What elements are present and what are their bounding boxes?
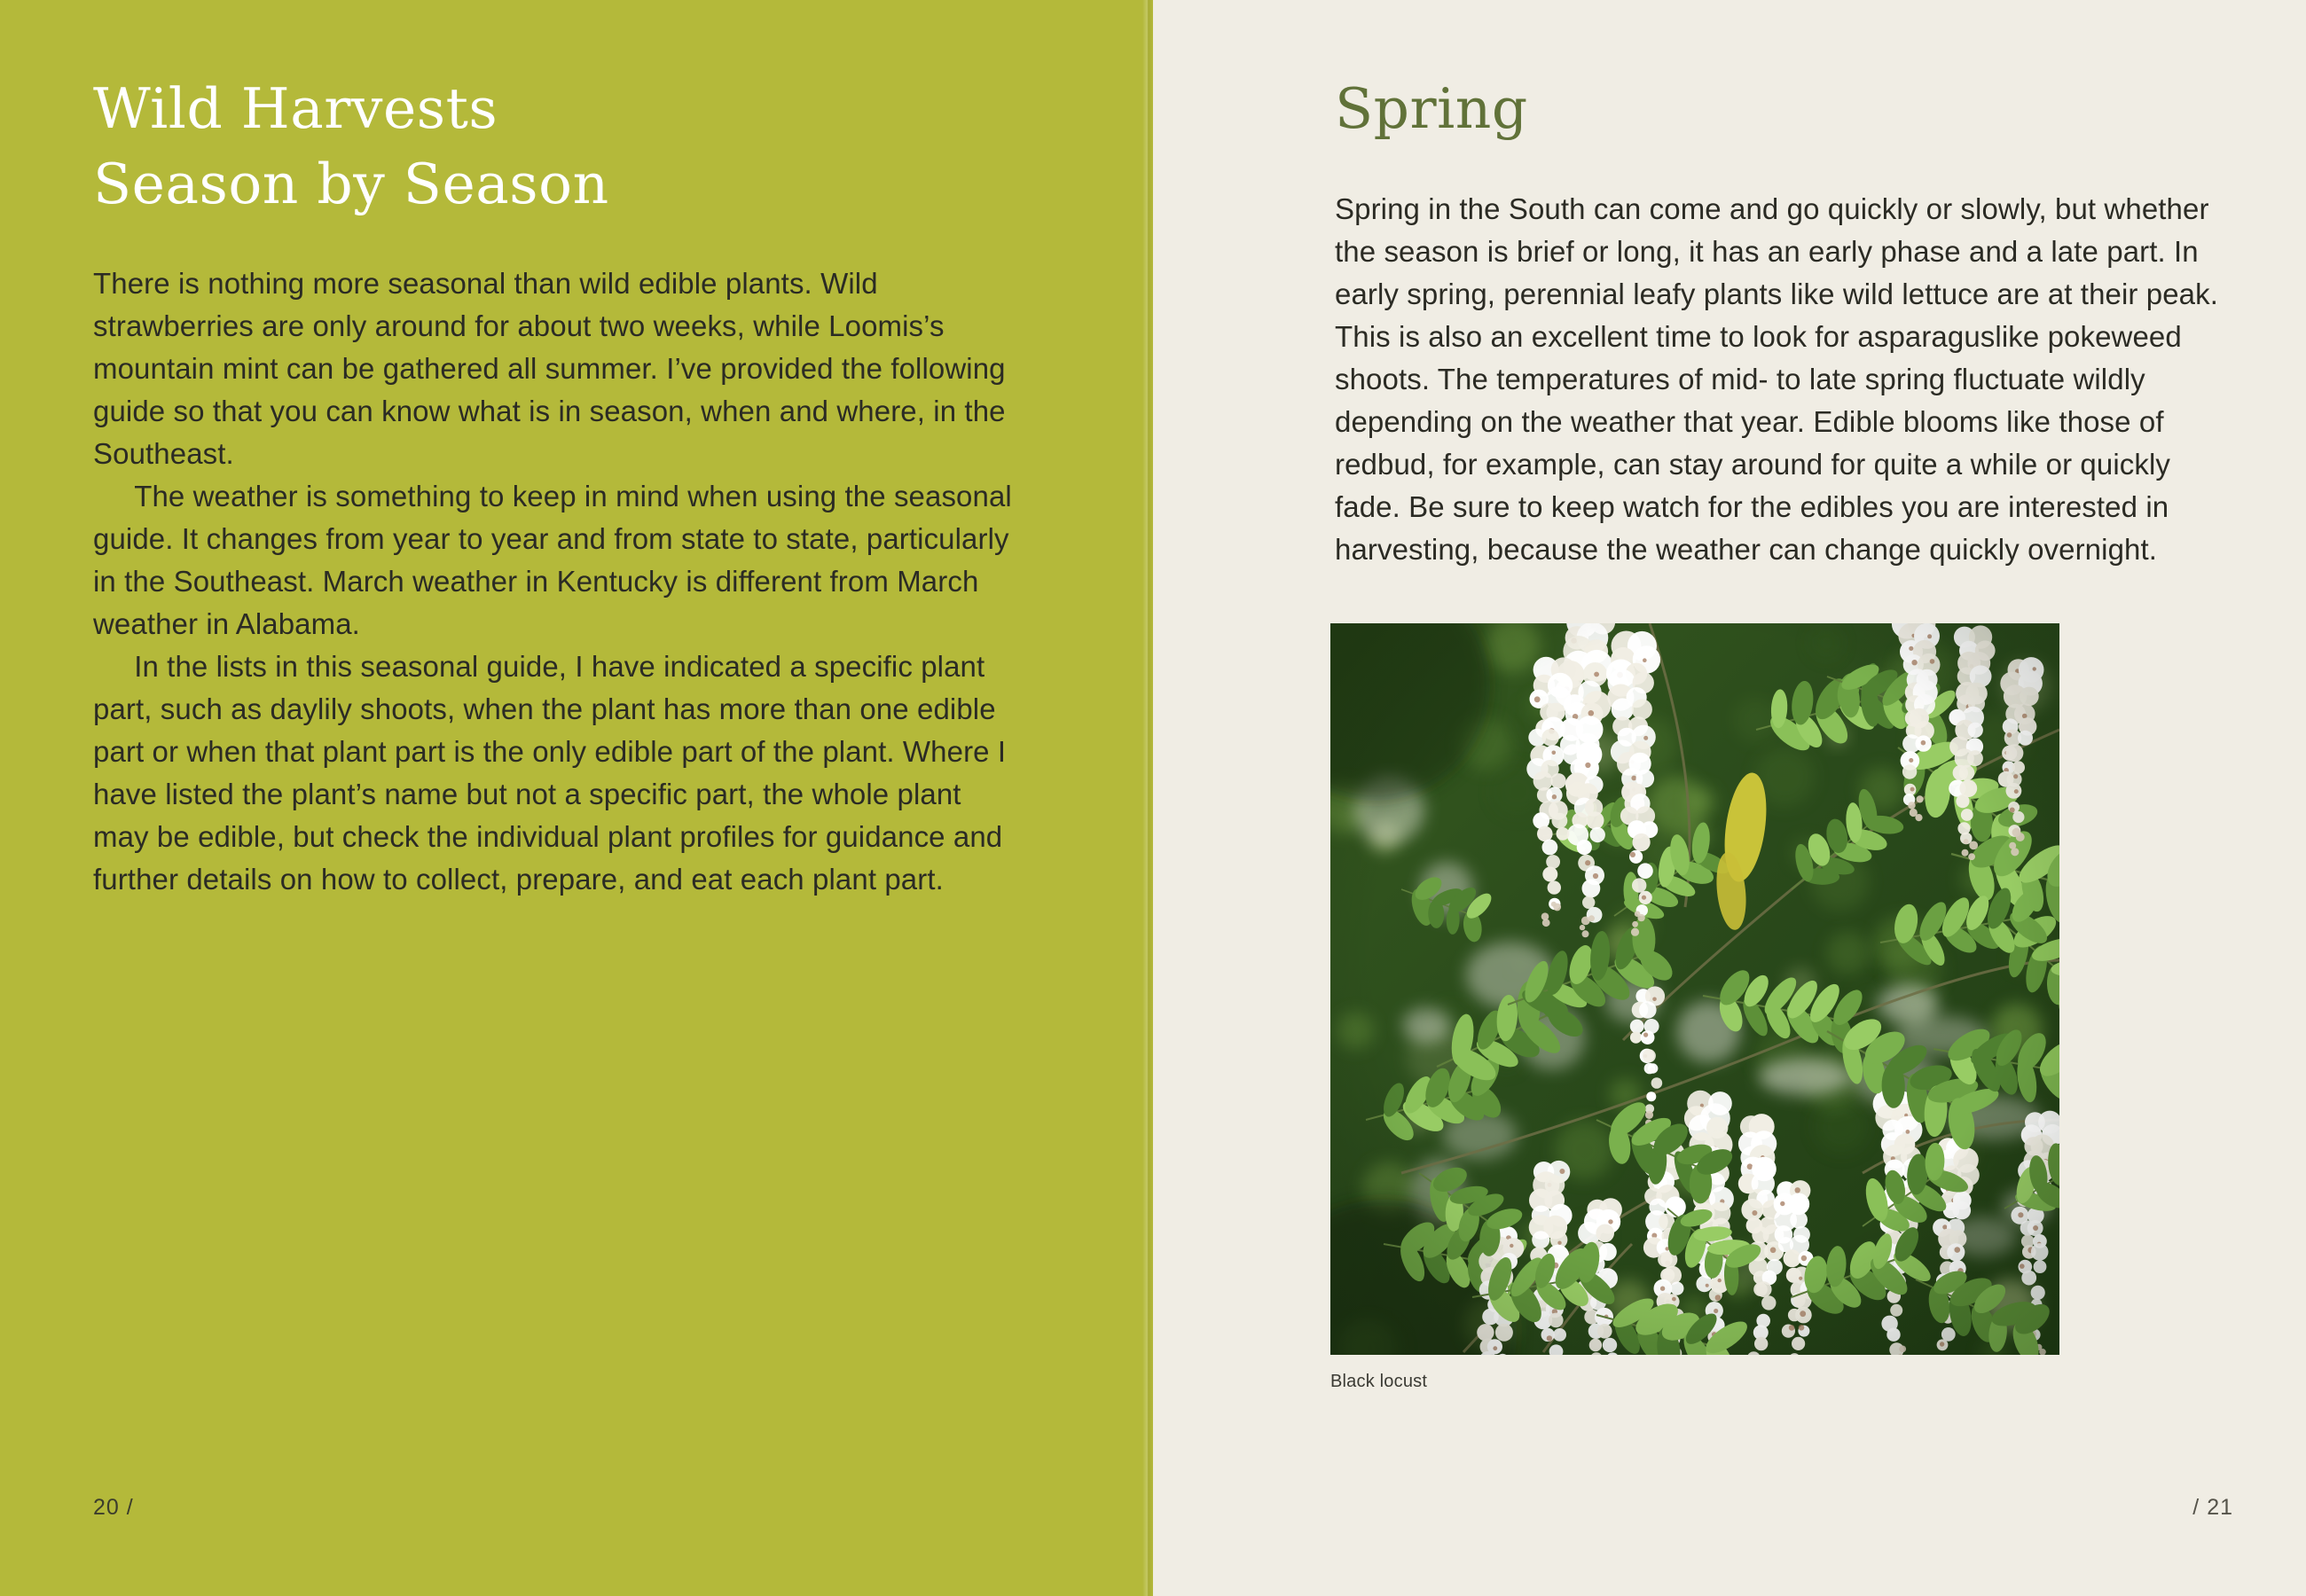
photo-caption: Black locust bbox=[1330, 1372, 1428, 1391]
left-paragraph-1: There is nothing more seasonal than wild edible plants. Wild strawberries are only around for about two weeks, while Loomis’s mountain mint can be gathered all summer. I’ve provided the following guide so that you can know what is in season, when and where, in the Southeast. bbox=[93, 267, 1006, 470]
right-page bbox=[1153, 0, 2306, 1596]
right-paragraph-1: Spring in the South can come and go quickly or slowly, but whether the season is brief or long, it has an early phase and a late part. In early spring, perennial leafy plants like wild lettuce are at their peak. This is also an excellent time to look for asparaguslike pokeweed shoots. The temperatures of mid- to late spring fluctuate wildly depending on the weather that year. Edible blooms like those of redbud, for example, can stay around for quite a while or quickly fade. Be sure to keep watch for the edibles you are interested in harvesting, because the weather can change quickly overnight. bbox=[1335, 192, 2218, 566]
left-paragraph-2: The weather is something to keep in mind when using the seasonal guide. It changes from year to year and from state to state, particularly in the Southeast. March weather in Kentucky is different from March weather in Alabama. bbox=[93, 480, 1012, 640]
left-page-title-line-1: Wild Harvests bbox=[93, 76, 498, 141]
right-page-number: / 21 bbox=[2192, 1495, 2233, 1520]
left-paragraph-3: In the lists in this seasonal guide, I have indicated a specific plant part, such as daylily shoots, when the plant has more than one edible part or when that plant part is the only edible part of the plant. Where I have listed the plant’s name but not a specific part, the whole plant may be edible, but check the individual plant profiles for guidance and further details on how to collect, prepare, and eat each plant part. bbox=[93, 650, 1007, 896]
left-page-title-line-2: Season by Season bbox=[93, 152, 609, 217]
black-locust-photo bbox=[1330, 623, 2059, 1355]
black-locust-figure bbox=[1330, 623, 2059, 1392]
right-page-title: Spring bbox=[1335, 76, 1528, 141]
left-page-title bbox=[93, 71, 609, 222]
left-page-number: 20 / bbox=[93, 1495, 134, 1520]
right-body-text bbox=[1335, 188, 2236, 571]
left-body-text bbox=[93, 262, 1024, 901]
